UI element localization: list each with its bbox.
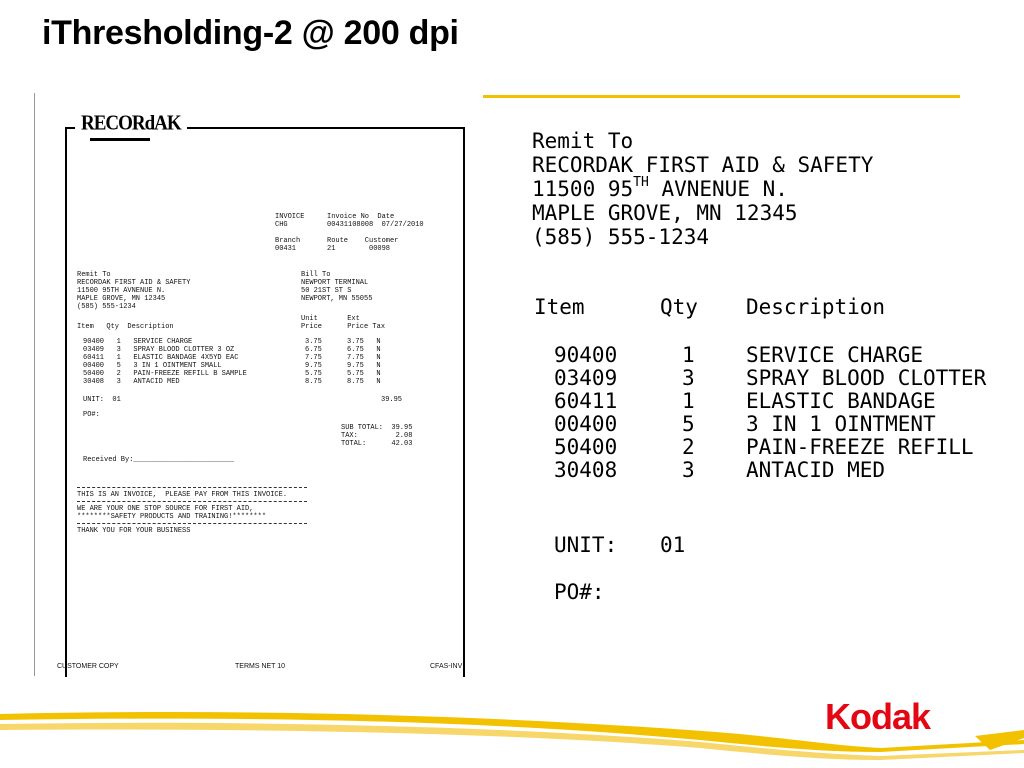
invoice-scan-thumbnail xyxy=(34,93,483,676)
zoom-remit-label: Remit To xyxy=(532,129,634,153)
zoom-po-label: PO#: xyxy=(554,580,605,604)
zoomed-invoice-crop xyxy=(530,125,987,615)
recordak-logo: RECORdAK xyxy=(75,112,187,136)
invoice-item-lines: 90400 1 SERVICE CHARGE 03409 3 SPRAY BLOOD CLOTTER 3 OZ 60411 1 ELASTIC BANDAGE 4X5YD EAC 00400 5 3 IN 1 OINTMENT SMALL 50400 2 PAIN-FREEZE REFILL B SAMPLE 30408 3 ANTACID MED xyxy=(83,338,247,386)
invoice-remit-block: Remit To RECORDAK FIRST AID & SAFETY 11500 95TH AVNENUE N. MAPLE GROVE, MN 12345 (585) 555-1234 xyxy=(77,271,191,311)
zoom-row-item: 30408 xyxy=(554,458,618,482)
zoom-row-desc: PAIN-FREEZE REFILL xyxy=(746,435,974,459)
zoom-row-qty: 3 xyxy=(682,458,695,482)
zoom-row-qty: 3 xyxy=(682,366,695,390)
zoom-row-desc: ANTACID MED xyxy=(746,458,886,482)
invoice-unit-line: UNIT: 01 xyxy=(83,396,121,404)
invoice-po-line: PO#: xyxy=(83,411,100,419)
slide-title: iThresholding-2 @ 200 dpi xyxy=(42,14,459,52)
zoom-row-qty: 2 xyxy=(682,435,695,459)
zoom-row-desc: SPRAY BLOOD CLOTTER xyxy=(746,366,987,390)
invoice-message-1: THIS IS AN INVOICE, PLEASE PAY FROM THIS INVOICE. xyxy=(77,491,288,499)
zoom-row-item: 00400 xyxy=(554,412,618,436)
logo-underbar xyxy=(90,138,150,141)
zoom-row-item: 90400 xyxy=(554,343,618,367)
invoice-header-left: INVOICE CHG Branch 00431 xyxy=(275,213,305,253)
invoice-bill-block: Bill To NEWPORT TERMINAL 50 21ST ST S NEWPORT, MN 55055 xyxy=(301,271,373,303)
invoice-totals: SUB TOTAL: 39.95 TAX: 2.08 TOTAL: 42.03 xyxy=(341,424,413,448)
footer-customer-copy: CUSTOMER COPY xyxy=(57,663,119,670)
invoice-price-lines: 3.75 3.75 N 6.75 6.75 N 7.75 7.75 N 9.75 9.75 N 5.75 5.75 N 8.75 8.75 N xyxy=(305,338,381,386)
zoom-city: MAPLE GROVE, MN 12345 xyxy=(532,201,798,225)
zoom-row-qty: 5 xyxy=(682,412,695,436)
invoice-column-header: Item Qty Description xyxy=(77,323,174,331)
divider xyxy=(77,487,307,488)
invoice-price-header: Unit Ext Price Price Tax xyxy=(301,315,386,331)
zoom-row-item: 60411 xyxy=(554,389,618,413)
title-accent-rule xyxy=(482,95,960,98)
zoom-row-desc: SERVICE CHARGE xyxy=(746,343,924,367)
zoom-row-item: 50400 xyxy=(554,435,618,459)
invoice-border xyxy=(65,127,465,677)
zoom-row-item: 03409 xyxy=(554,366,618,390)
invoice-received-by: Received By:________________________ xyxy=(83,456,235,464)
zoom-phone: (585) 555-1234 xyxy=(532,225,710,249)
zoom-row-desc: ELASTIC BANDAGE xyxy=(746,389,936,413)
invoice-header-right: Invoice No Date 00431108008 07/27/2010 Route Customer 21 00098 xyxy=(327,213,424,253)
divider xyxy=(77,523,307,524)
zoom-unit-label: UNIT: xyxy=(554,533,618,557)
invoice-message-3: THANK YOU FOR YOUR BUSINESS xyxy=(77,527,191,535)
invoice-unit-total: 39.95 xyxy=(381,396,403,404)
divider xyxy=(77,501,307,502)
zoom-unit-value: 01 xyxy=(660,533,686,557)
footer-form-code: CFAS-INV xyxy=(430,663,463,670)
zoom-col-item: Item xyxy=(534,295,585,319)
zoom-row-qty: 1 xyxy=(682,389,695,413)
zoom-company: RECORDAK FIRST AID & SAFETY xyxy=(532,153,874,177)
footer-terms: TERMS NET 10 xyxy=(235,663,286,670)
zoom-row-qty: 1 xyxy=(682,343,695,367)
zoom-col-qty: Qty xyxy=(660,295,698,319)
kodak-logo: Kodak xyxy=(825,696,931,737)
invoice-message-2: WE ARE YOUR ONE STOP SOURCE FOR FIRST AID, ********SAFETY PRODUCTS AND TRAINING!******** xyxy=(77,505,267,521)
zoom-row-desc: 3 IN 1 OINTMENT xyxy=(746,412,936,436)
zoom-address: 11500 95TH AVNENUE N. xyxy=(532,175,788,201)
zoom-col-description: Description xyxy=(746,295,886,319)
